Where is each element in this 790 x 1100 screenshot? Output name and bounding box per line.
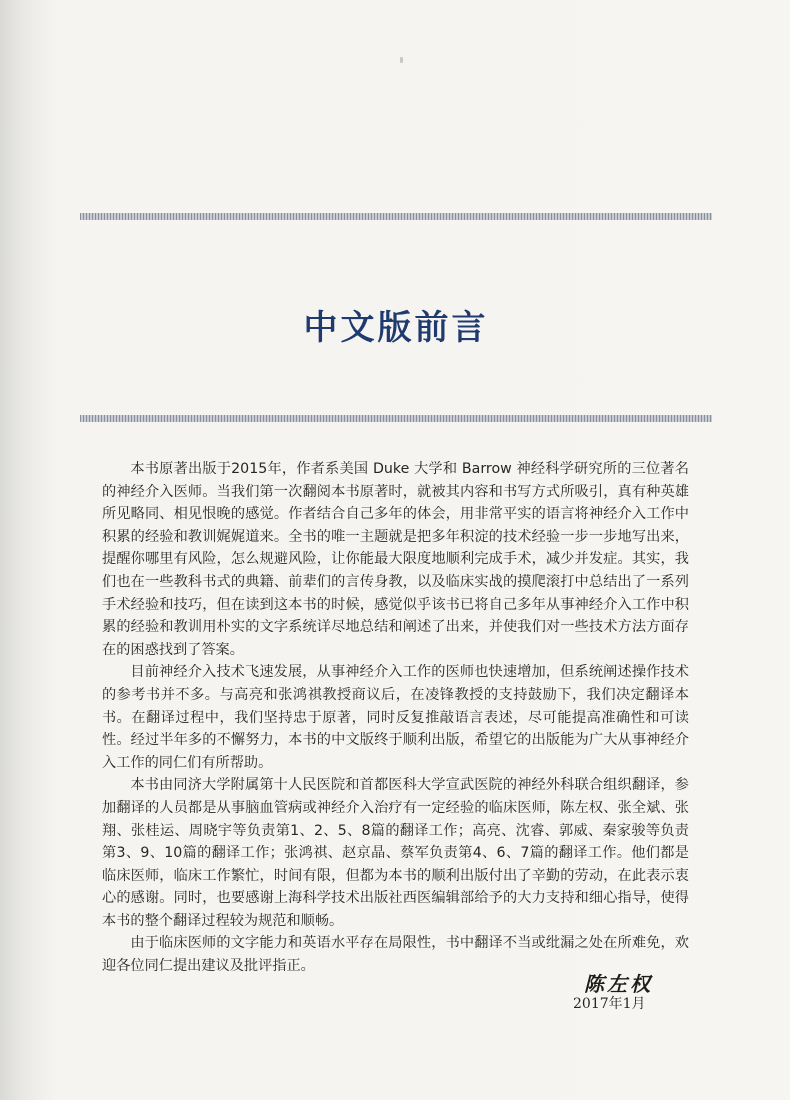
preface-body <box>102 458 689 978</box>
page-speck <box>400 57 403 63</box>
paragraph-2: 目前神经介入技术飞速发展，从事神经介入工作的医师也快速增加，但系统阐述操作技术的参考书并不多。与高亮和张鸿祺教授商议后，在凌锋教授的支持鼓励下，我们决定翻译本书。在翻译过程中，我们坚持忠于原著，同时反复推敲语言表述，尽可能提高准确性和可读性。经过半年多的不懈努力，本书的中文版终于顺利出版，希望它的出版能为广大从事神经介入工作的同仁们有所帮助。 <box>102 664 689 771</box>
paragraph-4: 由于临床医师的文字能力和英语水平存在局限性，书中翻译不当或纰漏之处在所难免，欢迎各位同仁提出建议及批评指正。 <box>102 935 689 975</box>
author-signature: 陈左权 <box>584 972 653 996</box>
top-decorative-rule <box>80 213 712 220</box>
paragraph-3: 本书由同济大学附属第十人民医院和首都医科大学宣武医院的神经外科联合组织翻译，参加翻译的人员都是从事脑血管病或神经介入治疗有一定经验的临床医师，陈左权、张全斌、张翔、张桂运、周晓宇等负责第1、2、5、8篇的翻译工作；高亮、沈睿、郭威、秦家骏等负责第3、9、10篇的翻译工作；张鸿祺、赵京晶、蔡军负责第4、6、7篇的翻译工作。他们都是临床医师，临床工作繁忙，时间有限，但都为本书的顺利出版付出了辛勤的劳动，在此表示衷心的感谢。同时，也要感谢上海科学技术出版社西医编辑部给予的大力支持和细心指导，使得本书的整个翻译过程较为规范和顺畅。 <box>102 777 689 929</box>
bottom-decorative-rule <box>80 415 712 422</box>
paragraph-1: 本书原著出版于2015年，作者系美国 Duke 大学和 Barrow 神经科学研究所的三位著名的神经介入医师。当我们第一次翻阅本书原著时，就被其内容和书写方式所吸引，真有种英雄所见略同、相见恨晚的感觉。作者结合自己多年的体会，用非常平实的语言将神经介入工作中积累的经验和教训娓娓道来。全书的唯一主题就是把多年积淀的技术经验一步一步地写出来，提醒你哪里有风险，怎么规避风险，让你能最大限度地顺利完成手术，减少并发症。其实，我们也在一些教科书式的典籍、前辈们的言传身教，以及临床实战的摸爬滚打中总结出了一系列手术经验和技巧，但在读到这本书的时候，感觉似乎该书已将自己多年从事神经介入工作中积累的经验和教训用朴实的文字系统详尽地总结和阐述了出来，并使我们对一些技术方法方面存在的困惑找到了答案。 <box>102 461 689 658</box>
page-title: 中文版前言 <box>303 308 489 348</box>
signature-date: 2017年1月 <box>573 996 646 1012</box>
